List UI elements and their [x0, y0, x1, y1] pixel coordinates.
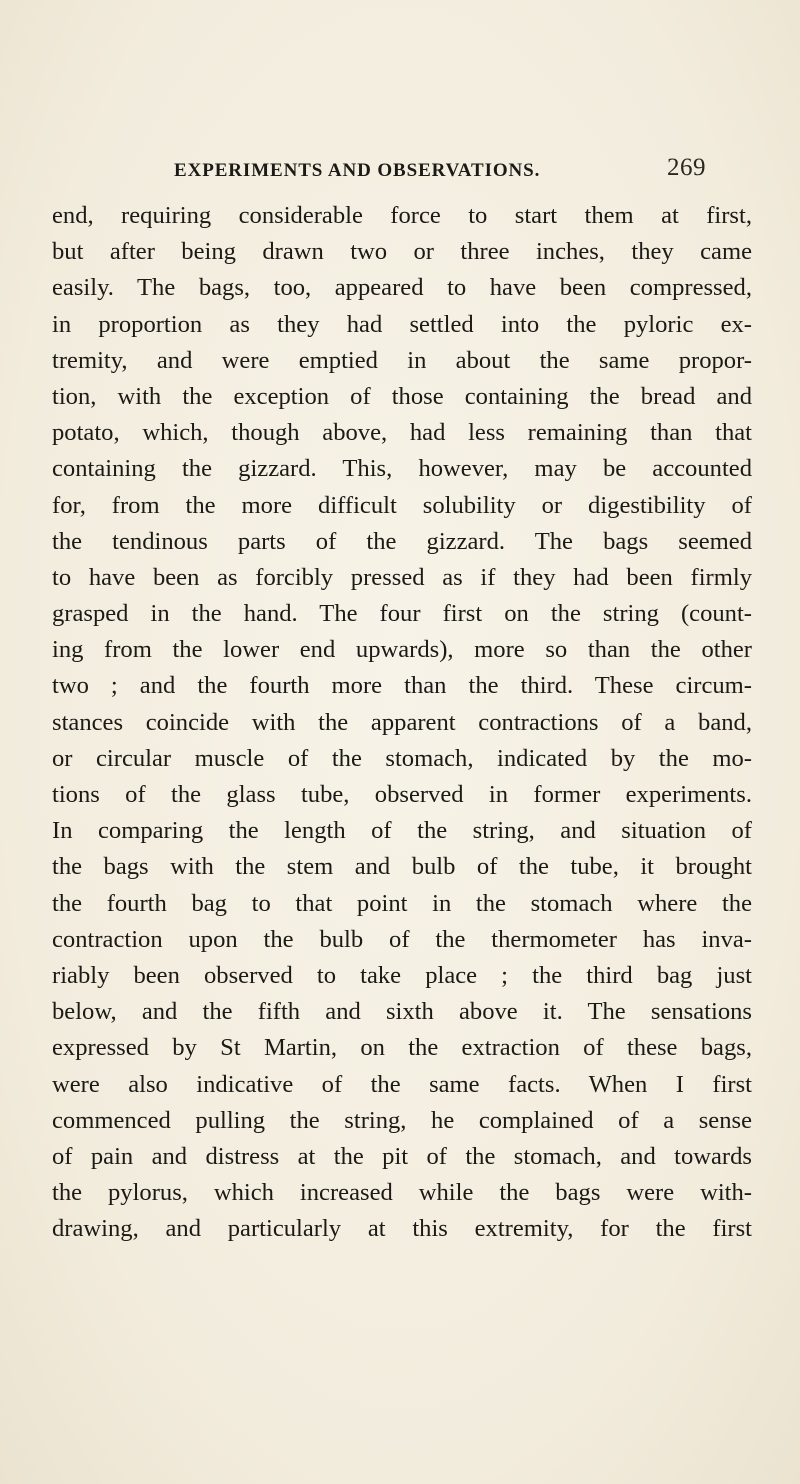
text-line: easily. The bags, too, appeared to have been compressed,	[52, 274, 752, 302]
text-line: two ; and the fourth more than the third. These circum-	[52, 672, 752, 700]
text-line: ing from the lower end upwards), more so than the other	[52, 636, 752, 664]
text-line: containing the gizzard. This, however, may be accounted	[52, 455, 752, 483]
text-line: potato, which, though above, had less remaining than that	[52, 419, 752, 447]
text-line: the bags with the stem and bulb of the tube, it brought	[52, 853, 752, 881]
text-line: commenced pulling the string, he complained of a sense	[52, 1106, 752, 1134]
text-line: but after being drawn two or three inches, they came	[52, 238, 752, 266]
page-number: 269	[667, 154, 706, 181]
text-line: tions of the glass tube, observed in former experiments.	[52, 781, 752, 808]
running-head-title: EXPERIMENTS AND OBSERVATIONS.	[174, 160, 541, 181]
text-line: In comparing the length of the string, and situation of	[52, 817, 752, 845]
text-line: or circular muscle of the stomach, indicated by the mo-	[52, 744, 752, 772]
text-line: expressed by St Martin, on the extraction of these bags,	[52, 1034, 752, 1062]
text-line: tion, with the exception of those containing the bread and	[52, 382, 752, 410]
text-line: the tendinous parts of the gizzard. The bags seemed	[52, 527, 752, 555]
text-line: for, from the more difficult solubility or digestibility of	[52, 491, 752, 519]
text-line: the pylorus, which increased while the bags were with-	[52, 1179, 752, 1207]
running-head	[174, 154, 706, 190]
text-line: tremity, and were emptied in about the same propor-	[52, 346, 752, 374]
text-line: stances coincide with the apparent contractions of a band,	[52, 708, 752, 736]
text-line: the fourth bag to that point in the stomach where the	[52, 889, 752, 917]
text-line: below, and the fifth and sixth above it. The sensations	[52, 998, 752, 1026]
text-line: drawing, and particularly at this extremity, for the first	[52, 1215, 752, 1243]
text-line: were also indicative of the same facts. When I first	[52, 1070, 752, 1098]
text-line: to have been as forcibly pressed as if they had been firmly	[52, 563, 752, 591]
text-line: contraction upon the bulb of the thermometer has inva-	[52, 925, 752, 953]
text-line: riably been observed to take place ; the third bag just	[52, 961, 752, 989]
text-line: grasped in the hand. The four first on the string (count-	[52, 600, 752, 628]
text-line: in proportion as they had settled into the pyloric ex-	[52, 310, 752, 338]
text-line: of pain and distress at the pit of the stomach, and towards	[52, 1142, 752, 1170]
body-text	[52, 198, 752, 1247]
text-line: end, requiring considerable force to start them at first,	[52, 202, 752, 229]
